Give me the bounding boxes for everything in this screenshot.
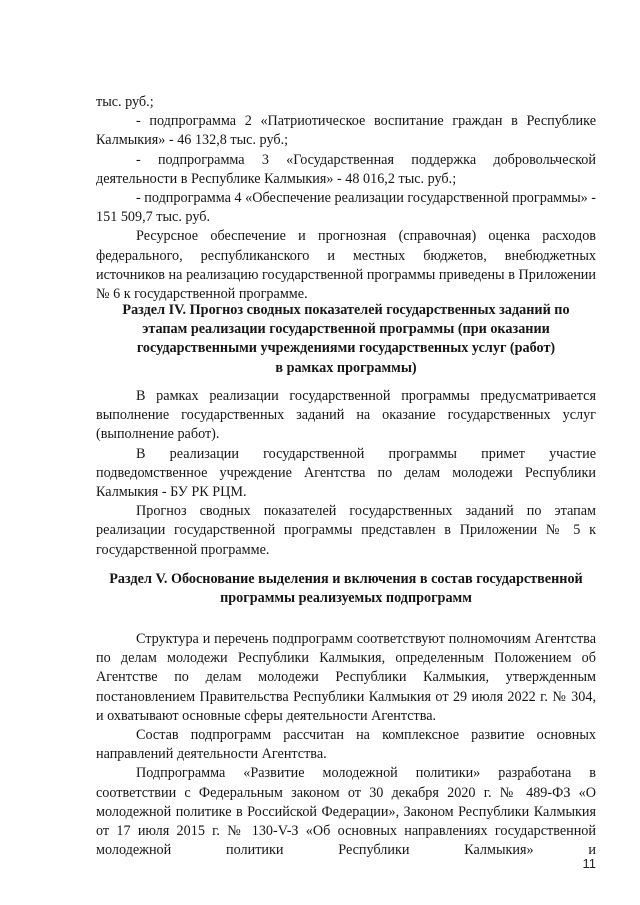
list-item-subprogram-2: - подпрограмма 2 «Патриотическое воспитание граждан в Республике Калмыкия» - 46 132,8 тыс. руб.; [96, 113, 596, 149]
paragraph: Подпрограмма «Развитие молодежной политики» разработана в соответствии с Федеральным законом от 30 декабря 2020 г. № 489-ФЗ «О молодежной политике в Российской Федерации», Законом Республики Калмыкия от 17 июля 2015 г. № 130-V-З «Об основных направлениях государственной молодежной политики Республики Калмыкия» и [96, 765, 596, 859]
heading-line: этапам реализации государственной программы (при оказании [142, 321, 550, 338]
section-5-heading [96, 570, 596, 608]
page-number: 11 [582, 856, 596, 871]
paragraph: В реализации государственной программы примет участие подведомственное учреждение Агентства по делам молодежи Республики Калмыкия - БУ РК РЦМ. [96, 445, 596, 501]
section-4-body [96, 387, 596, 560]
list-item-subprogram-4: - подпрограмма 4 «Обеспечение реализации государственной программы» - 151 509,7 тыс. руб. [96, 190, 596, 226]
heading-line: в рамках программы) [275, 359, 417, 376]
section-5-body [96, 630, 596, 860]
paragraph-resources: Ресурсное обеспечение и прогнозная (справочная) оценка расходов федерального, республиканского и местных бюджетов, внебюджетных источников на реализацию государственной программы приведены в Приложении № 6 к государственной программе. [96, 228, 596, 303]
paragraph: В рамках реализации государственной программы предусматривается выполнение государственных заданий на оказание государственных услуг (выполнение работ). [96, 388, 596, 443]
heading-line: Раздел IV. Прогноз сводных показателей государственных заданий по [122, 302, 570, 318]
paragraph: Состав подпрограмм рассчитан на комплексное развитие основных направлений деятельности Агентства. [96, 727, 596, 763]
section-3-continuation [96, 93, 596, 304]
heading-line: программы реализуемых подпрограмм [220, 590, 472, 607]
list-item-subprogram-3: - подпрограмма 3 «Государственная поддержка добровольческой деятельности в Республике Калмыкия» - 48 016,2 тыс. руб.; [96, 151, 596, 187]
heading-line: государственными учреждениями государственных услуг (работ) [136, 340, 556, 357]
paragraph-currency-tail: тыс. руб.; [96, 94, 154, 110]
paragraph: Структура и перечень подпрограмм соответствуют полномочиям Агентства по делам молодежи Республики Калмыкия, определенным Положением об Агентстве по делам молодежи Республики Калмыкия, утвержденным постановлением Правительства Республики Калмыкия от 29 июля 2022 г. № 304, и охватывают основные сферы деятельности Агентства. [96, 631, 596, 724]
paragraph: Прогноз сводных показателей государственных заданий по этапам реализации государственной программы представлен в Приложении № 5 к государственной программе. [96, 503, 596, 558]
heading-line: Раздел V. Обоснование выделения и включения в состав государственной [109, 571, 583, 587]
section-4-heading [96, 301, 596, 378]
